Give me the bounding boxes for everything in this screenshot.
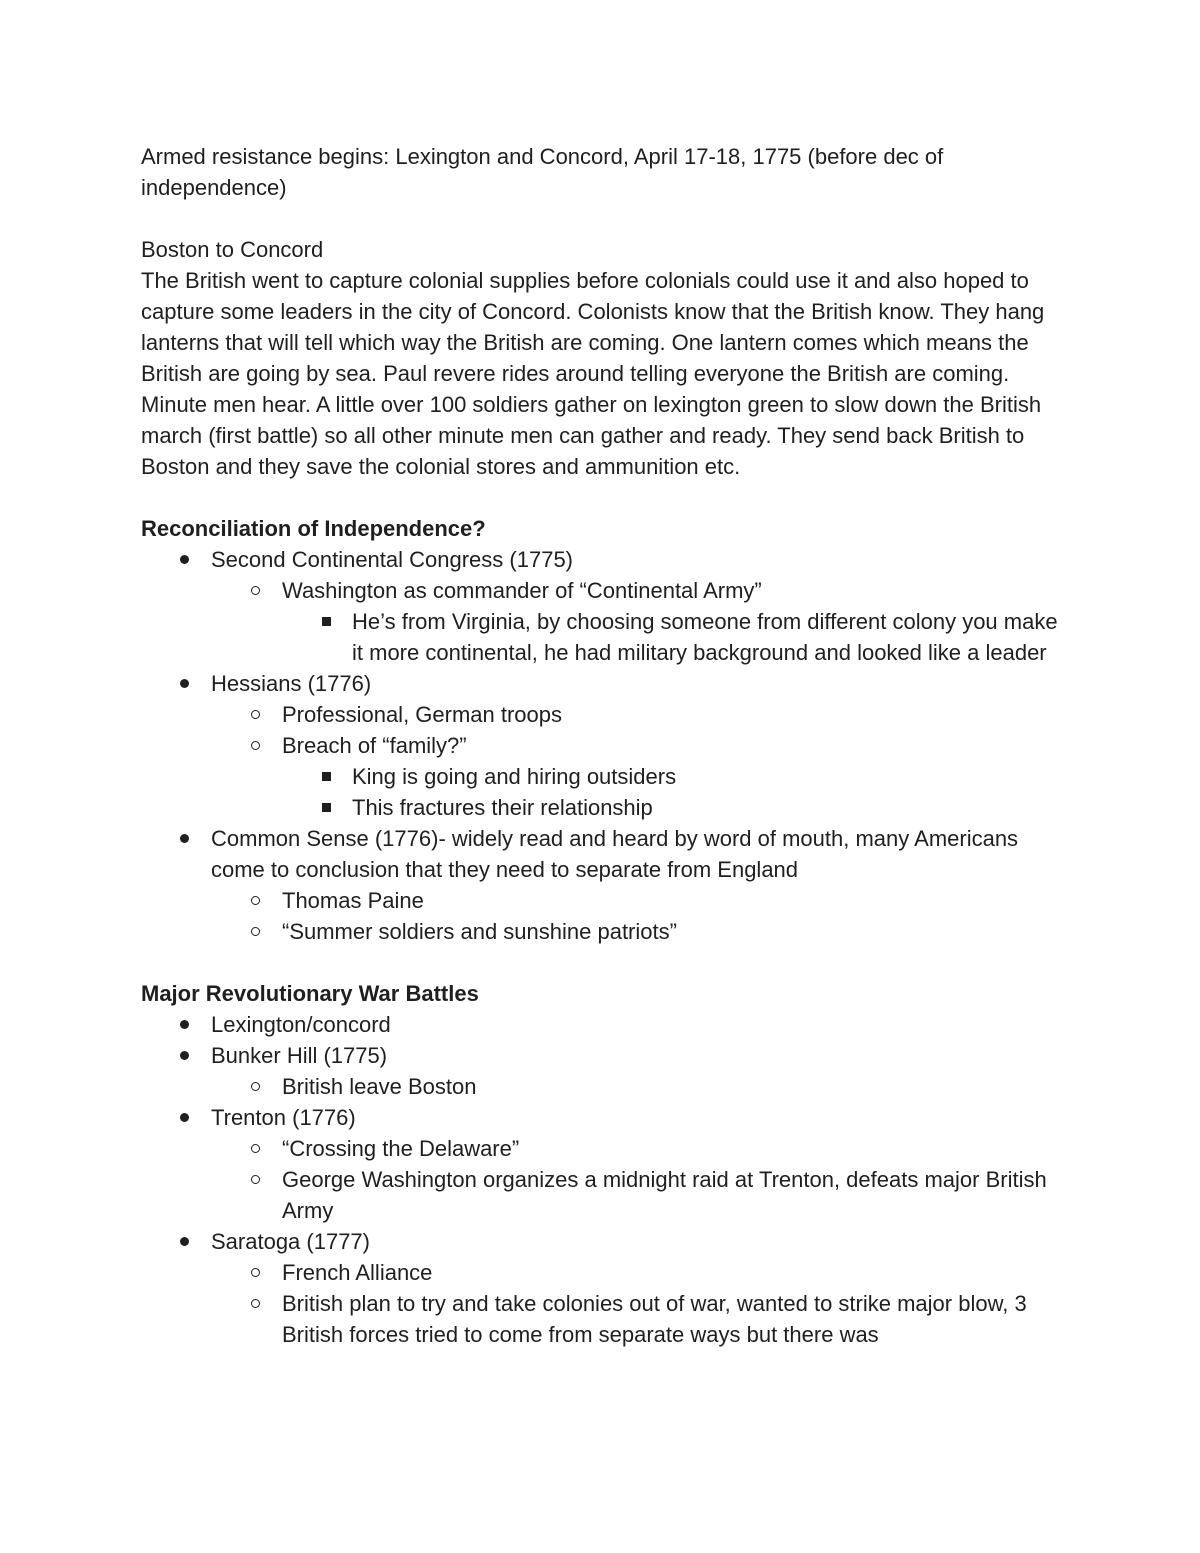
list-item: Trenton (1776) xyxy=(141,1102,1061,1133)
bullet-dot-icon xyxy=(177,1226,191,1257)
list-item: British leave Boston xyxy=(141,1071,1061,1102)
spacer xyxy=(141,947,1061,978)
reconciliation-heading: Reconciliation of Independence? xyxy=(141,516,486,541)
intro-paragraph: Armed resistance begins: Lexington and Concord, April 17-18, 1775 (before dec of independence) xyxy=(141,144,944,200)
list-item: British plan to try and take colonies out of war, wanted to strike major blow, 3 British forces tried to come from separate ways but there was xyxy=(141,1288,1061,1350)
list-item: Breach of “family?” xyxy=(141,730,1061,761)
bullet-circle-icon xyxy=(248,1071,262,1102)
bullet-circle-icon xyxy=(248,1164,262,1195)
bullet-circle-icon xyxy=(248,1257,262,1288)
bullet-dot-icon xyxy=(177,668,191,699)
list-item: Saratoga (1777) xyxy=(141,1226,1061,1257)
battles-heading: Major Revolutionary War Battles xyxy=(141,981,479,1006)
list-item: Washington as commander of “Continental Army” xyxy=(141,575,1061,606)
list-item: Thomas Paine xyxy=(141,885,1061,916)
boston-paragraph: The British went to capture colonial supplies before colonials could use it and also hoped to capture some leaders in the city of Concord. Colonists know that the British know. They hang lanterns that will tell which way the British are coming. One lantern comes which means the British are going by sea. Paul revere rides around telling everyone the British are coming. Minute men hear. A little over 100 soldiers gather on lexington green to slow down the British march (first battle) so all other minute men can gather and ready. They send back British to Boston and they save the colonial stores and ammunition etc. xyxy=(141,268,1045,479)
bullet-square-icon xyxy=(319,606,333,637)
bullet-circle-icon xyxy=(248,1288,262,1319)
reconciliation-list xyxy=(141,544,1061,947)
bullet-circle-icon xyxy=(248,916,262,947)
boston-title: Boston to Concord xyxy=(141,237,324,262)
bullet-dot-icon xyxy=(177,544,191,575)
list-item: Hessians (1776) xyxy=(141,668,1061,699)
list-item: George Washington organizes a midnight raid at Trenton, defeats major British Army xyxy=(141,1164,1061,1226)
bullet-circle-icon xyxy=(248,885,262,916)
bullet-dot-icon xyxy=(177,1102,191,1133)
bullet-square-icon xyxy=(319,792,333,823)
list-item: Lexington/concord xyxy=(141,1009,1061,1040)
spacer xyxy=(141,482,1061,513)
list-item: Professional, German troops xyxy=(141,699,1061,730)
battles-list xyxy=(141,1009,1061,1350)
bullet-dot-icon xyxy=(177,1009,191,1040)
spacer xyxy=(141,203,1061,234)
list-item: Second Continental Congress (1775) xyxy=(141,544,1061,575)
list-item: King is going and hiring outsiders xyxy=(141,761,1061,792)
list-item: Common Sense (1776)- widely read and heard by word of mouth, many Americans come to conclusion that they need to separate from England xyxy=(141,823,1061,885)
list-item: He’s from Virginia, by choosing someone from different colony you make it more continental, he had military background and looked like a leader xyxy=(141,606,1061,668)
bullet-dot-icon xyxy=(177,1040,191,1071)
bullet-dot-icon xyxy=(177,823,191,854)
list-item: “Crossing the Delaware” xyxy=(141,1133,1061,1164)
bullet-circle-icon xyxy=(248,699,262,730)
document-page xyxy=(141,141,1061,1350)
bullet-circle-icon xyxy=(248,1133,262,1164)
list-item: French Alliance xyxy=(141,1257,1061,1288)
bullet-circle-icon xyxy=(248,575,262,606)
list-item: This fractures their relationship xyxy=(141,792,1061,823)
bullet-square-icon xyxy=(319,761,333,792)
list-item: Bunker Hill (1775) xyxy=(141,1040,1061,1071)
bullet-circle-icon xyxy=(248,730,262,761)
list-item: “Summer soldiers and sunshine patriots” xyxy=(141,916,1061,947)
